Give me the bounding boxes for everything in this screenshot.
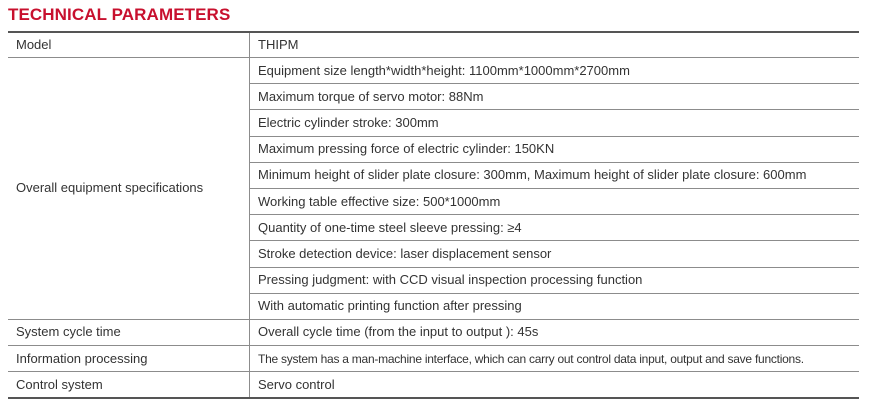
- table-row-cycle-time: [8, 319, 859, 345]
- spec-slider-closure-height: Minimum height of slider plate closure: 300mm, Maximum height of slider plate closure: 600mm: [250, 162, 860, 188]
- row-label-cycle-time: System cycle time: [8, 319, 250, 345]
- section-heading: TECHNICAL PARAMETERS: [8, 5, 231, 24]
- spec-stroke-detection: Stroke detection device: laser displacement sensor: [250, 241, 860, 267]
- row-label-overall-specifications: Overall equipment specifications: [8, 58, 250, 320]
- table-row-overall-spec: [8, 58, 859, 84]
- row-value-cycle-time: Overall cycle time (from the input to output ): 45s: [250, 319, 860, 345]
- table-row-information-processing: [8, 346, 859, 372]
- spec-cylinder-stroke: Electric cylinder stroke: 300mm: [250, 110, 860, 136]
- table-row-model: [8, 32, 859, 58]
- row-label-control-system: Control system: [8, 372, 250, 399]
- row-label-model: Model: [8, 32, 250, 58]
- spec-working-table-size: Working table effective size: 500*1000mm: [250, 188, 860, 214]
- spec-automatic-printing: With automatic printing function after pressing: [250, 293, 860, 319]
- technical-parameters-table: [8, 31, 859, 399]
- row-value-information-processing: The system has a man-machine interface, which can carry out control data input, output and save functions.: [250, 346, 860, 372]
- spec-pressing-judgment: Pressing judgment: with CCD visual inspection processing function: [250, 267, 860, 293]
- row-value-control-system: Servo control: [250, 372, 860, 399]
- row-value-model: THIPM: [250, 32, 860, 58]
- row-label-information-processing: Information processing: [8, 346, 250, 372]
- spec-sleeve-quantity: Quantity of one-time steel sleeve pressing: ≥4: [250, 215, 860, 241]
- table-row-control-system: [8, 372, 859, 399]
- spec-equipment-size: Equipment size length*width*height: 1100mm*1000mm*2700mm: [250, 58, 860, 84]
- spec-pressing-force: Maximum pressing force of electric cylinder: 150KN: [250, 136, 860, 162]
- spec-servo-torque: Maximum torque of servo motor: 88Nm: [250, 84, 860, 110]
